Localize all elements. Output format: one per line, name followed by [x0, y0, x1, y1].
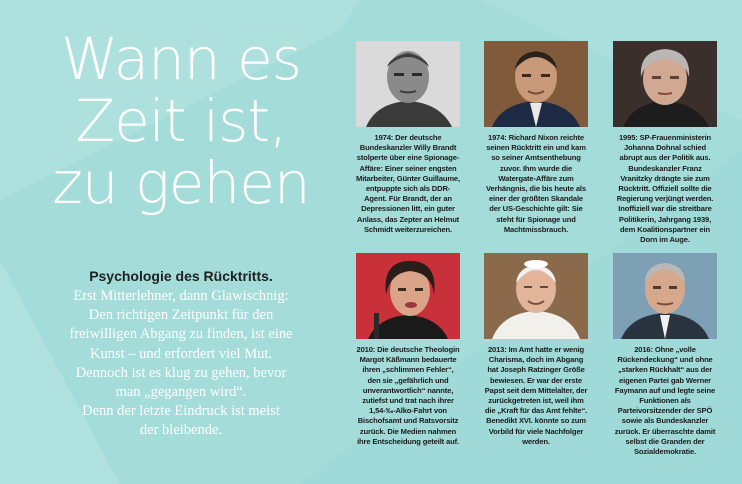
intro-line: Denn der letzte Eindruck ist meist [82, 403, 280, 420]
intro-line: Erst Mitterlehner, dann Glawischnig: [73, 288, 289, 304]
card-faymann [613, 253, 717, 457]
margot-kaessmann-photo [356, 253, 460, 339]
headline [46, 25, 316, 217]
intro-line: man „gegangen wird“. [115, 384, 247, 401]
intro-text [46, 287, 316, 441]
johanna-dohnal-photo [613, 41, 717, 127]
intro-line: Den richtigen Zeitpunkt für den [88, 307, 274, 324]
richard-nixon-photo [484, 41, 588, 127]
card-caption: 2013: Im Amt hatte er wenig Charisma, doch im Abgang hat Joseph Ratzinger Größe bewiesen. Er war der erste Papst seit dem Mittelalter, der zurückgetreten ist, weil ihm die „Kraft für das Amt fehlte“. Benedikt XVI. könnte so zum Vorbild für viele Nachfolger werden. [484, 345, 588, 446]
headline-line-1: Wann es [60, 25, 302, 93]
card-caption: 1995: SP-Frauenministerin Johanna Dohnal schied abrupt aus der Politik aus. Bundeskanzler Franz Vranitzky drängte sie zum Rücktritt. Offiziell sollte die Regierung verjüngt werden. Inoffiziell war die streitbare Politikerin, Jahrgang 1939, dem Koalitionspartner ein Dorn im Auge. [616, 133, 714, 245]
card-dohnal [613, 41, 717, 245]
card-nixon [484, 41, 588, 235]
card-caption: 2010: Die deutsche Theologin Margot Käßmann bedauerte ihren „schlimmen Fehler“, den sie „gefährlich und unverantwortlich“ nannte, zutiefst und trat nach ihrer 1,54-‰-Alko-Fahrt von Bischofsamt und Ratsvorsitz zurück. Die Medien nahmen ihre Entscheidung geteilt auf. [356, 345, 460, 446]
intro-line: Dennoch ist es klug zu gehen, bevor [75, 364, 287, 381]
card-caption: 2016: Ohne „volle Rückendeckung“ und ohne „starken Rückhalt“ aus der eigenen Partei gab Werner Faymann auf und legte seine Funktionen als Parteivorsitzender der SPÖ sowie als Bundeskanzler zurück. Er überraschte damit selbst die Granden der Sozialdemokratie. [614, 345, 716, 457]
card-caption: 1974: Richard Nixon reichte seinen Rücktritt ein und kam so seiner Amtsenthebung zuvor. Ihm wurde die Watergate-Affäre zum Verhängnis, die bis heute als einer der größten Skandale der US-Geschichte gilt: Sie steht für Spionage und Machtmissbrauch. [486, 133, 586, 234]
intro-line: freiwilligen Abgang zu finden, ist eine [69, 326, 293, 343]
headline-line-3: zu gehen [52, 149, 310, 217]
card-kaessmann [356, 253, 460, 447]
joseph-ratzinger-photo [484, 253, 588, 339]
intro-line: Kunst – und erfordert viel Mut. [89, 345, 273, 362]
willy-brandt-photo [356, 41, 460, 127]
intro-line: der bleibende. [139, 422, 223, 439]
card-brandt [356, 41, 460, 235]
card-ratzinger [484, 253, 588, 447]
card-caption: 1974: Der deutsche Bundeskanzler Willy Brandt stolperte über eine Spionage-Affäre: Einer seiner engsten Mitarbeiter, Günter Guillaume, entpuppte sich als DDR-Agent. Für Brandt, der an Depressionen litt, ein guter Anlass, das Zepter an Helmut Schmidt weiterzureichen. [356, 133, 460, 234]
subheadline: Psychologie des Rücktritts. [89, 268, 273, 284]
werner-faymann-photo [613, 253, 717, 339]
headline-line-2: Zeit ist, [75, 87, 287, 155]
